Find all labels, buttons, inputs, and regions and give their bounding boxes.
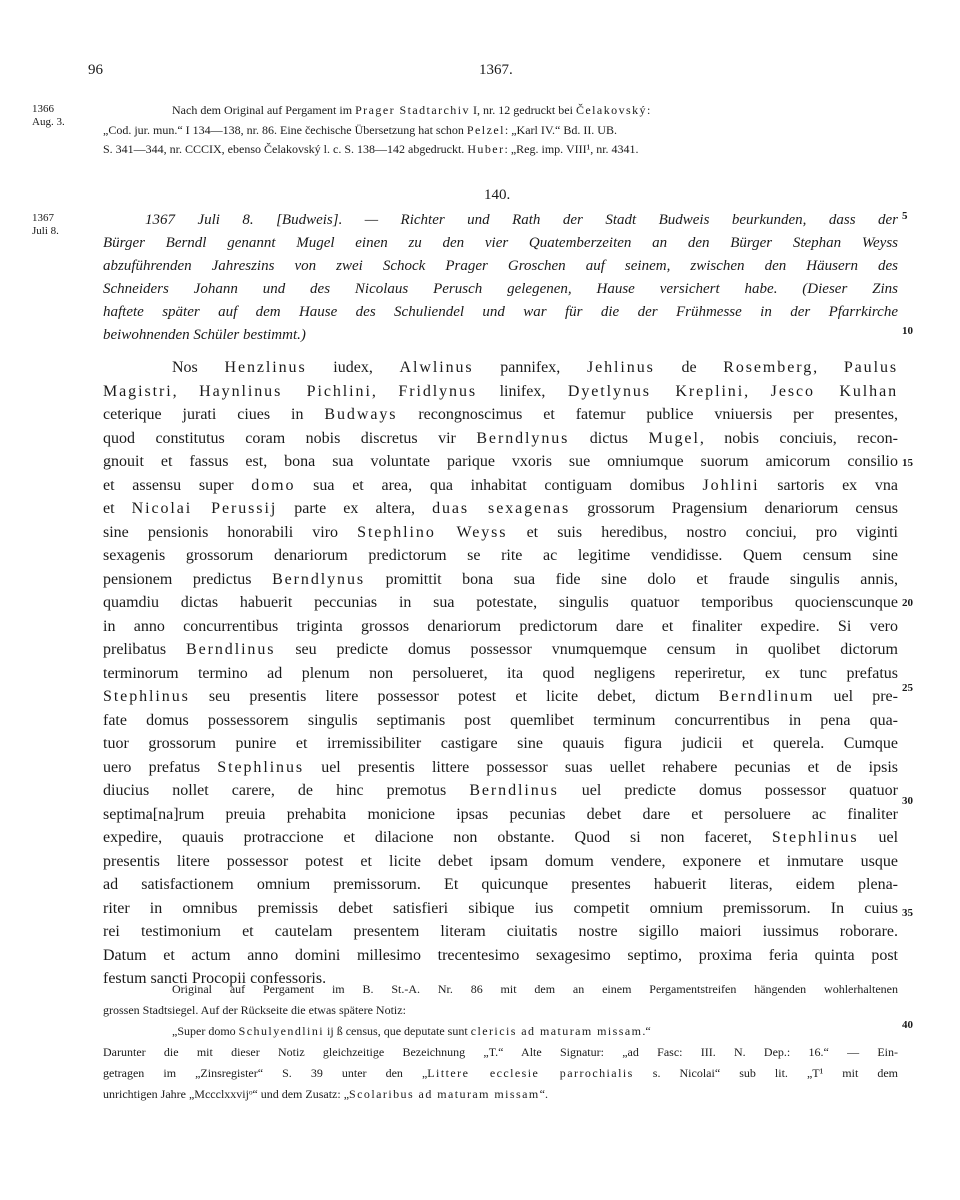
regest-line: Bürger Berndl genannt Mugel einen zu den vier Quatemberzeiten an den Bürger Stephan Weyss: [103, 235, 898, 251]
text-line: [103, 944, 898, 968]
spaced-name: Berndlinus: [469, 782, 559, 799]
text-run: et: [103, 500, 132, 517]
text-line: [103, 638, 898, 662]
line-number: 15: [902, 457, 913, 469]
text-run: sartoris ex vna: [759, 476, 899, 494]
text-run: iudex,: [306, 359, 400, 376]
text-run: grossen Stadtsiegel. Auf der Rückseite die etwas spätere Notiz:: [103, 1003, 406, 1017]
text-run: in anno concurrentibus triginta grossos denariorum predictorum dare et finaliter expedire. Si vero: [103, 617, 898, 635]
text-line: [103, 544, 898, 568]
spaced-name: Scolaribus ad maturam missam: [349, 1087, 540, 1101]
text-run: quod constitutus coram nobis discretus vir: [103, 429, 477, 447]
regest-line: 1367 Juli 8. [Budweis]. — Richter und Rath der Stadt Budweis beurkunden, dass der: [145, 212, 898, 228]
text-run: : „Karl IV.“ Bd. II. UB.: [504, 122, 617, 137]
text-line: [103, 568, 898, 592]
spaced-name: Fridlynus: [398, 382, 478, 400]
text-run: uel: [858, 829, 899, 846]
text-run: quamdiu dictas habuerit peccunias in sua potestate, singulis quatuor temporibus quocienscunque: [103, 594, 898, 611]
text-run: :: [647, 103, 651, 117]
margin-date-year: 1367: [32, 212, 54, 224]
spaced-name: Dyetlynus Kreplini: [567, 382, 745, 400]
text-run: Nach dem Original auf Pergament im: [172, 103, 356, 117]
text-run: uel predicte domus possessor quatuor: [558, 782, 899, 799]
spaced-name: Stephlinus: [217, 758, 305, 776]
margin-date: [32, 103, 65, 129]
text-line: [103, 427, 898, 451]
text-run: , nobis conciuis, recon-: [699, 429, 899, 447]
charter-text: [103, 356, 898, 991]
text-run: grossorum Pragensium denariorum census: [570, 500, 898, 517]
regest-line: haftete später auf dem Hause des Schuliendel und war für die der Frühmesse in der Pfarrkirche: [103, 304, 898, 320]
spaced-name: Rosemberg: [723, 359, 814, 376]
spaced-name: Čelakovský: [575, 103, 647, 117]
text-run: tuor grossorum punire et irremissibiliter castigare sine quauis figura judicii et querela. Cumque: [103, 735, 898, 752]
spaced-name: Paulus: [843, 359, 899, 376]
text-run: riter in omnibus premissis debet satisfieri sibique ius competit omnium premissorum. In cuius: [103, 899, 898, 917]
text-line: [103, 685, 898, 709]
text-run: S. 341—344, nr. CCCIX, ebenso Čelakovský l. c. S. 138—142 abgedruckt.: [103, 142, 468, 157]
text-run: ij ß census, que deputate sunt: [324, 1024, 471, 1038]
text-run: seu predicte domus possessor vnumquemque censum in quolibet dictorum: [275, 641, 898, 658]
text-line: [103, 803, 898, 827]
text-run: gnouit et fassus est, bona sua voluntate parique vxoris sue omniumque suorum amicorum consilio: [103, 453, 898, 470]
document-number: 140.: [484, 187, 511, 203]
text-line: [103, 873, 898, 897]
text-run: unrichtigen Jahre „Mccclxxvijᵒ“ und dem Zusatz: „: [103, 1087, 350, 1101]
spaced-name: Henzlinus: [224, 359, 307, 376]
margin-date-day: Juli 8.: [32, 225, 59, 237]
text-line: [103, 850, 898, 874]
margin-date: [32, 212, 59, 238]
text-line: [103, 497, 898, 521]
text-run: sine pensionis honorabili viro: [103, 523, 358, 541]
text-run: pensionem predictus: [103, 570, 273, 588]
spaced-name: clericis ad maturam missam: [470, 1024, 643, 1038]
line-number: 20: [902, 597, 913, 609]
text-run: ceterique jurati ciues in: [103, 406, 325, 423]
text-run: s. Nicolai“ sub lit. „T¹ mit dem: [633, 1066, 898, 1080]
footnote-line: [103, 1084, 898, 1105]
spaced-name: Stephlino Weyss: [357, 523, 508, 541]
text-run: rei testimonium et cautelam presentem literam ciuitatis nostre sigillo maiori iussimus roborare.: [103, 923, 898, 940]
spaced-name: Schulyendlini: [238, 1024, 325, 1038]
text-run: uel pre-: [814, 688, 898, 705]
spaced-name: Berndlinum: [718, 688, 815, 705]
text-line: [103, 474, 898, 498]
text-line: [103, 732, 898, 756]
line-number: 40: [902, 1019, 913, 1031]
text-line: [103, 615, 898, 639]
text-run: “.: [539, 1087, 548, 1101]
text-line: [103, 897, 898, 921]
text-run: prelibatus: [103, 641, 186, 658]
footnote-line: [103, 1021, 898, 1042]
regest-summary: [103, 209, 898, 347]
note-line: [103, 121, 898, 141]
footnote-line: [103, 1042, 898, 1063]
spaced-name: Johlini: [702, 476, 760, 494]
text-run: promittit bona sua fide sine dolo et fraude singulis annis,: [365, 570, 898, 588]
text-line: [103, 521, 898, 545]
spaced-name: Magistri: [103, 382, 173, 400]
line-number: 30: [902, 795, 913, 807]
spaced-name: Berndlinus: [186, 641, 276, 658]
line-number: 25: [902, 682, 913, 694]
text-run: ,: [813, 359, 844, 376]
line-number: 5: [902, 210, 908, 222]
text-run: .“: [642, 1024, 651, 1038]
text-run: I, nr. 12 gedruckt bei: [469, 103, 576, 117]
regest-line: Schneiders Johann und des Nicolaus Perusch gelegenen, Hause versichert habe. (Dieser Zins: [103, 281, 898, 297]
spaced-name: Stephlinus: [771, 829, 859, 846]
text-run: Datum et actum anno domini millesimo trecentesimo sexagesimo septimo, proxima feria quinta post: [103, 946, 898, 964]
regest-line: beiwohnenden Schüler bestimmt.): [103, 327, 306, 343]
spaced-name: Berndlynus: [272, 570, 366, 588]
text-line: [103, 920, 898, 944]
spaced-name: Nicolai Perussij: [131, 500, 278, 517]
note-line: [103, 140, 898, 160]
text-run: „Super domo: [172, 1024, 239, 1038]
text-line: [103, 450, 898, 474]
text-run: ,: [172, 382, 200, 400]
page-number: 96: [88, 62, 103, 78]
margin-date-year: 1366: [32, 103, 54, 115]
text-run: Original auf Pergament im B. St.-A. Nr. 86 mit dem an einem Pergamentstreifen hängenden wohlerhaltenen: [172, 982, 898, 996]
note-line: [103, 101, 898, 121]
text-line: [103, 756, 898, 780]
text-run: fate domus possessorem singulis septimanis post quemlibet terminum concurrentibus in pena qua-: [103, 711, 898, 729]
text-run: expedire, quauis protraccione et dilacione non obstante. Quod si non faceret,: [103, 829, 772, 846]
spaced-name: Prager Stadtarchiv: [355, 103, 470, 117]
text-run: ,: [744, 382, 771, 400]
text-run: terminorum termino ad plenum non persolueret, ita quod negligens reperiretur, ex tunc prefatus: [103, 664, 898, 682]
running-head-year: 1367.: [479, 62, 513, 78]
text-run: linifex,: [477, 382, 568, 400]
text-line: [103, 826, 898, 850]
text-run: et suis heredibus, nostro conciui, pro viginti: [507, 523, 898, 541]
spaced-name: Mugel: [648, 429, 700, 447]
text-run: seu presentis litere possessor potest et licite debet, dictum: [189, 688, 719, 705]
text-line: [103, 591, 898, 615]
footnote-line: [103, 1000, 898, 1021]
text-line: [103, 356, 898, 380]
text-line: [103, 709, 898, 733]
text-run: getragen im „Zinsregister“ S. 39 unter den „: [103, 1066, 428, 1080]
spaced-name: Jesco Kulhan: [770, 382, 899, 400]
text-run: festum sancti Procopii confessoris.: [103, 970, 327, 987]
spaced-name: Littere ecclesie parrochialis: [427, 1066, 634, 1080]
text-run: de: [654, 359, 724, 376]
text-line: [103, 380, 898, 404]
text-run: recongnoscimus et fatemur publice vniuersis per presentes,: [397, 406, 898, 423]
text-run: septima[na]rum preuia prehabita monicione ipsas pecunias debet dare et persoluere ac finaliter: [103, 805, 898, 823]
text-run: ,: [371, 382, 399, 400]
text-run: uero prefatus: [103, 758, 218, 776]
text-run: „Cod. jur. mun.“ I 134—138, nr. 86. Eine čechische Übersetzung hat schon: [103, 122, 467, 137]
text-line: [103, 662, 898, 686]
spaced-name: Haynlinus Pichlini: [199, 382, 372, 400]
line-number: 35: [902, 907, 913, 919]
text-run: sua et area, qua inhabitat contiguam domibus: [295, 476, 703, 494]
text-run: dictus: [569, 429, 649, 447]
spaced-name: Jehlinus: [586, 359, 655, 376]
margin-date-day: Aug. 3.: [32, 116, 65, 128]
text-run: presentis litere possessor potest et licite debet ipsam domum vendere, exponere et inmutare usque: [103, 852, 898, 870]
spaced-name: Budways: [324, 406, 398, 423]
footnote-line: [103, 1063, 898, 1084]
spaced-name: Alwlinus: [399, 359, 474, 376]
spaced-name: domo: [251, 476, 296, 494]
spaced-name: duas sexagenas: [432, 500, 571, 517]
footnote-line: [103, 979, 898, 1000]
text-run: Nos: [172, 359, 225, 376]
text-line: [103, 779, 898, 803]
spaced-name: Berndlynus: [476, 429, 570, 447]
spaced-name: Stephlinus: [103, 688, 190, 705]
spaced-name: Huber: [467, 142, 505, 157]
line-number: 10: [902, 325, 913, 337]
text-run: Darunter die mit dieser Notiz gleichzeitige Bezeichnung „T.“ Alte Signatur: „ad Fasc: III. N. Dep.: 16.“ — Ein-: [103, 1045, 898, 1059]
text-run: sexagenis grossorum denariorum predictorum se rite ac legitime vendidisse. Quem censum sine: [103, 547, 898, 564]
spaced-name: Pelzel: [466, 122, 505, 137]
text-run: parte ex altera,: [277, 500, 433, 517]
text-line: [103, 403, 898, 427]
previous-document-note: [103, 101, 898, 160]
text-run: uel presentis littere possessor suas uellet rehabere pecunias et de ipsis: [304, 758, 898, 776]
source-footnote: [103, 979, 898, 1105]
text-run: : „Reg. imp. VIII¹, nr. 4341.: [504, 142, 639, 157]
text-run: pannifex,: [473, 359, 587, 376]
text-run: diucius nollet carere, de hinc premotus: [103, 782, 470, 799]
regest-line: abzuführenden Jahreszins von zwei Schock Prager Groschen auf seinem, zwischen den Häusern des: [103, 258, 898, 274]
text-run: et assensu super: [103, 476, 252, 494]
text-run: ad satisfactionem omnium premissorum. Et quicunque presentes habuerit literas, eidem plena-: [103, 876, 898, 893]
